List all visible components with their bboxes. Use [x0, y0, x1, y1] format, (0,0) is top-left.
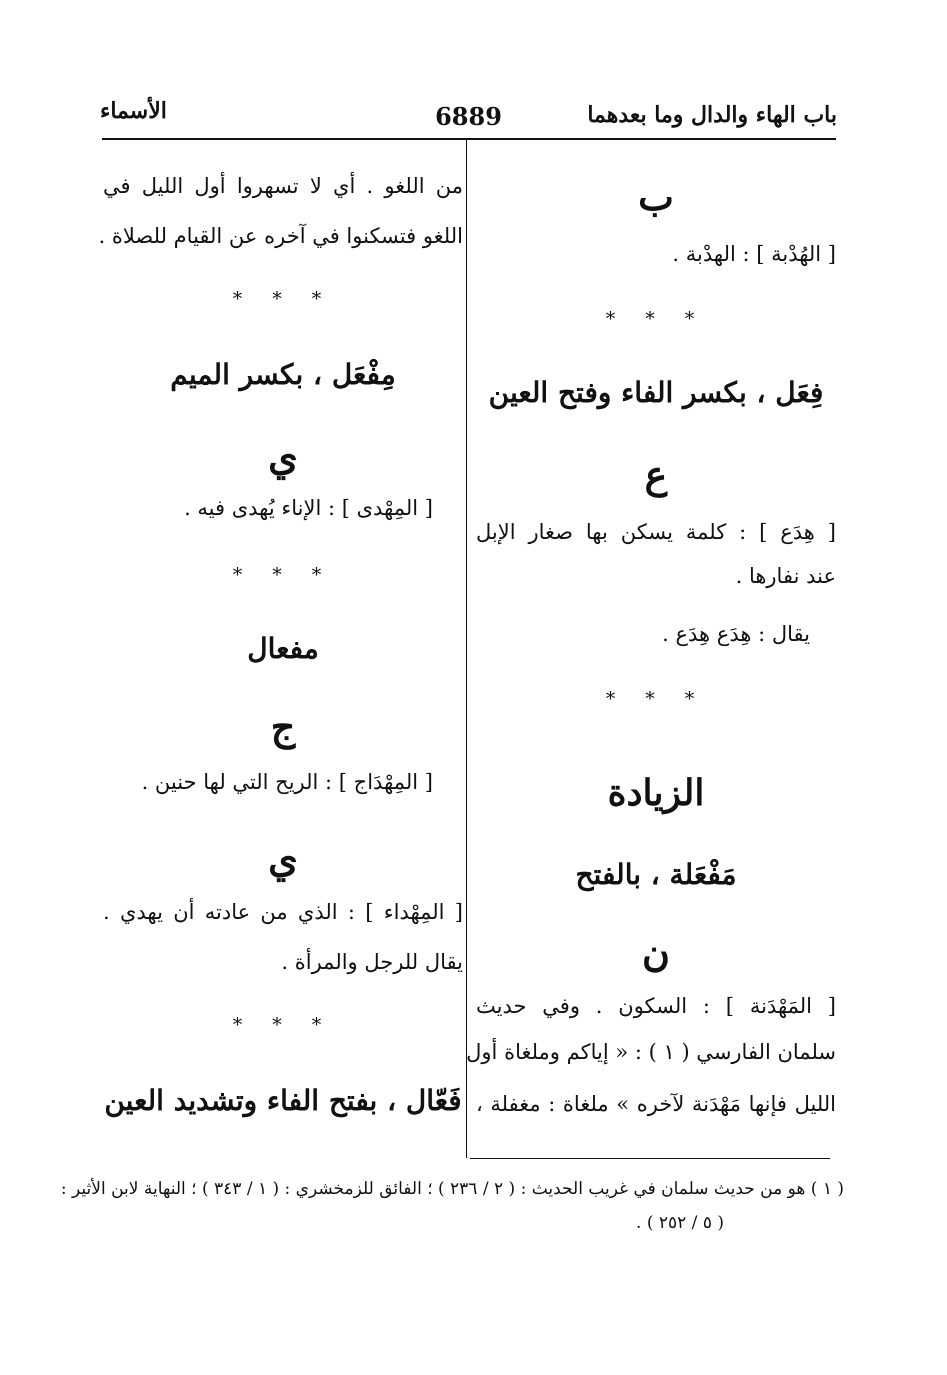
entry-mahdana-line: الليل فإنها مَهْدَنة لآخره » ملغاة : مغفلة ،: [476, 1092, 836, 1116]
section-heading-fial: فِعَل ، بكسر الفاء وفتح العين: [488, 376, 824, 409]
footnote-line: ( ١ ) هو من حديث سلمان في غريب الحديث : ( ٢ / ٢٣٦ ) ؛ الفائق للزمخشري : ( ١ / ٣٤٣ ) ؛ النهاية لابن الأثير :: [60, 1179, 844, 1199]
left-column: [98, 140, 463, 1150]
stars-separator: * * *: [605, 308, 707, 330]
footnote-rule: [470, 1158, 830, 1159]
letter-heading-nun: ن: [642, 930, 670, 975]
section-heading-faaal: فَعّال ، بفتح الفاء وتشديد العين: [104, 1084, 462, 1117]
chapter-title: باب الهاء والدال وما بعدهما: [587, 102, 837, 128]
entry-hida-line: [ هِدَع ] : كلمة يسكن بها صغار الإبل: [476, 520, 836, 544]
section-title: الأسماء: [100, 98, 167, 124]
footnote: [60, 1172, 844, 1240]
stars-separator: * * *: [232, 564, 334, 586]
column-divider: [466, 140, 467, 1158]
entry-hida-line: يقال : هِدَع هِدَع .: [662, 622, 810, 646]
stars-separator: * * *: [232, 288, 334, 310]
section-heading-mafala: مَفْعَلة ، بالفتح: [575, 858, 737, 891]
entry-mihdaa-line: [ المِهْداء ] : الذي من عادته أن يهدي .: [103, 900, 463, 924]
stars-separator: * * *: [232, 1014, 334, 1036]
entry-mihdaj: [ المِهْدَاج ] : الريح التي لها حنين .: [141, 770, 433, 794]
letter-heading-ya: ي: [268, 434, 298, 479]
entry-mahdana-line: [ المَهْدَنة ] : السكون . وفي حديث: [476, 994, 836, 1018]
entry-mahdana-line: سلمان الفارسي ( ١ ) : « إياكم وملغاة أول: [466, 1040, 836, 1064]
footnote-line: ( ٥ / ٢٥٢ ) .: [636, 1213, 724, 1233]
letter-heading-jim: ج: [270, 704, 296, 749]
letter-heading-ba: ب: [638, 174, 674, 219]
page-header: [100, 96, 837, 136]
entry-hida-line: عند نفارها .: [735, 564, 836, 588]
section-heading-ziyada: الزيادة: [607, 772, 705, 814]
section-heading-mifaal: مفعال: [247, 632, 319, 665]
continuation-line: اللغو فتسكنوا في آخره عن القيام للصلاة .: [98, 224, 463, 248]
entry-hudba: [ الهُدْبة ] : الهدْبة .: [672, 242, 836, 266]
page-number: 6889: [435, 102, 502, 131]
stars-separator: * * *: [605, 688, 707, 710]
entry-mihdaa-line: يقال للرجل والمرأة .: [281, 950, 463, 974]
section-heading-mifal: مِفْعَل ، بكسر الميم: [170, 358, 396, 391]
continuation-line: من اللغو . أي لا تسهروا أول الليل في: [103, 174, 463, 198]
entry-mihda: [ المِهْدى ] : الإناء يُهدى فيه .: [184, 496, 433, 520]
letter-heading-ya: ي: [268, 836, 298, 881]
letter-heading-ain: ع: [644, 452, 668, 497]
right-column: [466, 140, 836, 1150]
